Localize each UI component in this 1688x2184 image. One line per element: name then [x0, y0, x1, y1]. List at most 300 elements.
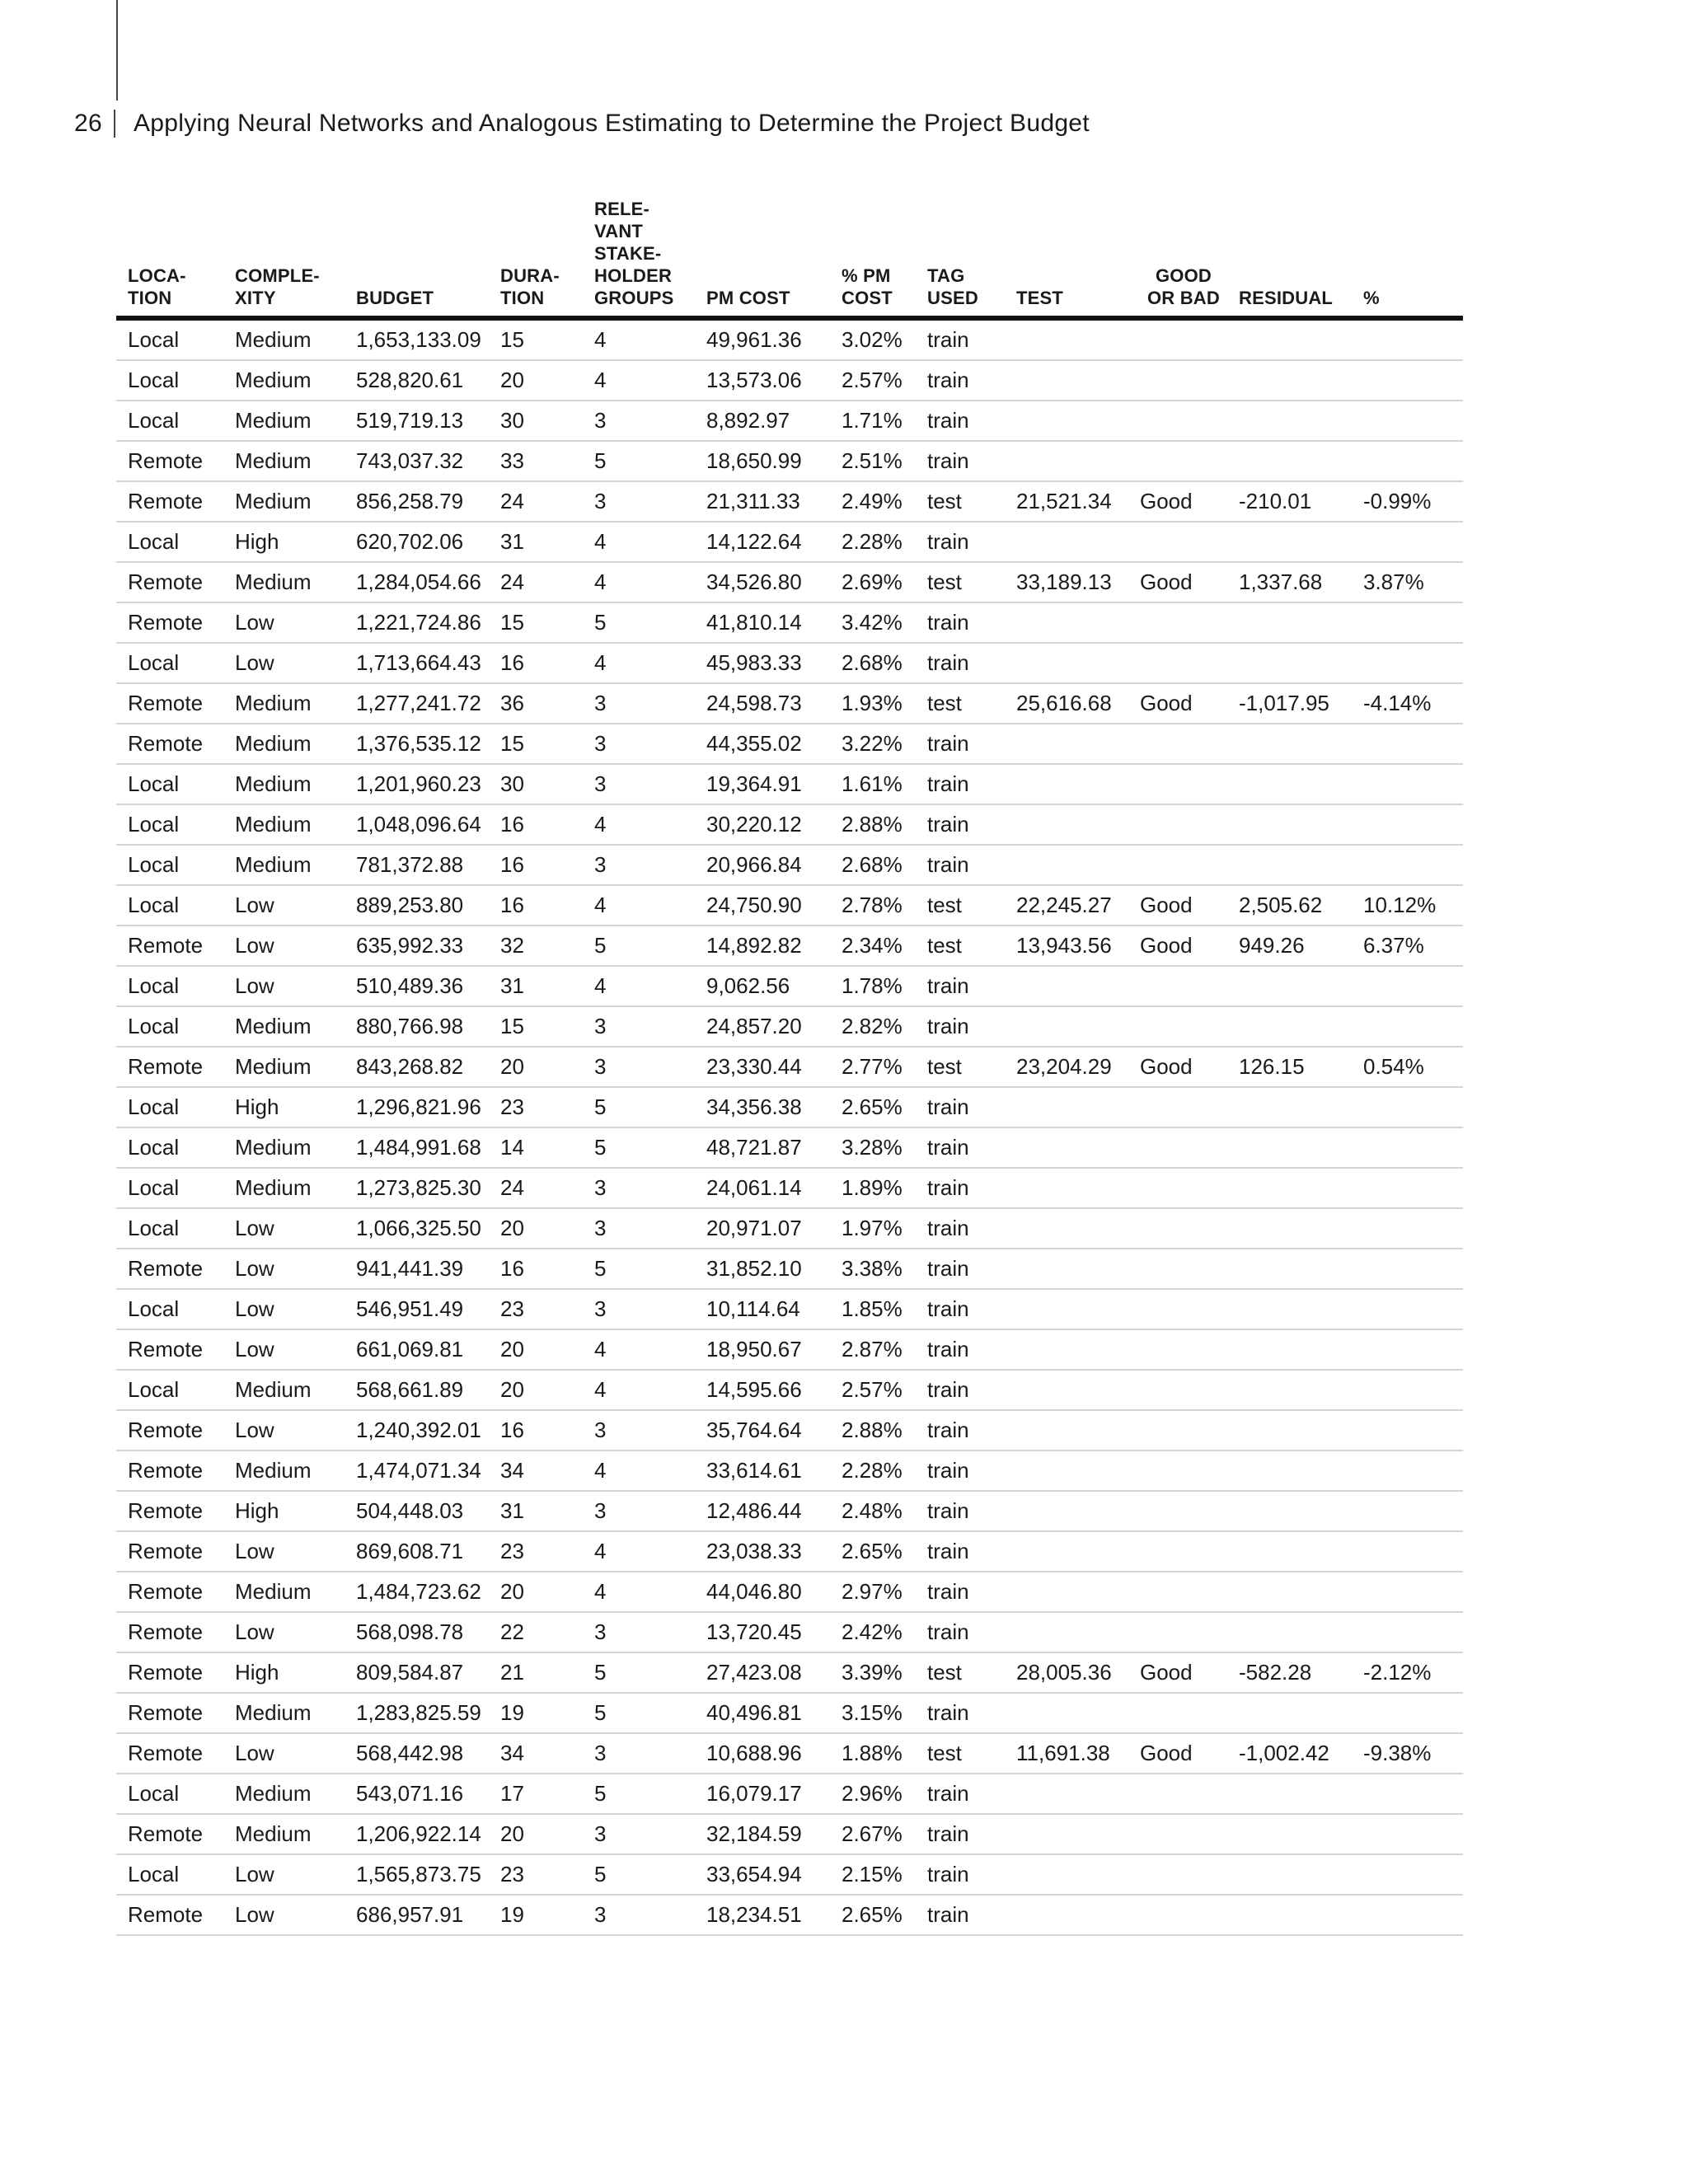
table-cell: Medium — [223, 401, 345, 441]
table-cell — [1005, 764, 1128, 804]
table-cell: 1,273,825.30 — [345, 1168, 489, 1208]
table-cell: 16 — [489, 1249, 583, 1289]
table-cell: 15 — [489, 1006, 583, 1047]
table-cell — [1128, 1249, 1227, 1289]
table-cell: -210.01 — [1227, 481, 1352, 522]
table-cell: train — [916, 1774, 1005, 1814]
table-cell: Local — [116, 1127, 223, 1168]
table-cell — [1005, 1249, 1128, 1289]
table-cell — [1352, 1693, 1463, 1733]
column-header: % PM COST — [830, 198, 916, 318]
table-cell: Good — [1128, 926, 1227, 966]
table-cell: 22 — [489, 1612, 583, 1652]
table-row — [116, 885, 1463, 926]
table-cell — [1352, 1774, 1463, 1814]
table-cell: 32,184.59 — [695, 1814, 830, 1854]
table-cell: 8,892.97 — [695, 401, 830, 441]
table-cell: 1,277,241.72 — [345, 683, 489, 724]
table-cell: train — [916, 966, 1005, 1006]
table-cell — [1128, 1895, 1227, 1935]
table-cell — [1005, 966, 1128, 1006]
table-cell — [1005, 724, 1128, 764]
table-cell: 3 — [583, 1733, 695, 1774]
table-cell: 44,355.02 — [695, 724, 830, 764]
table-row — [116, 1733, 1463, 1774]
table-cell — [1352, 1531, 1463, 1572]
table-cell: train — [916, 1451, 1005, 1491]
table-cell: 1,484,723.62 — [345, 1572, 489, 1612]
table-cell: 5 — [583, 602, 695, 643]
table-cell: train — [916, 522, 1005, 562]
table-cell — [1227, 1814, 1352, 1854]
table-cell: Local — [116, 1087, 223, 1127]
table-cell: 10,688.96 — [695, 1733, 830, 1774]
table-cell: 20 — [489, 1370, 583, 1410]
table-cell: train — [916, 1168, 1005, 1208]
table-cell: Local — [116, 845, 223, 885]
table-cell: 686,957.91 — [345, 1895, 489, 1935]
table-cell: 1,283,825.59 — [345, 1693, 489, 1733]
table-cell: 3 — [583, 1289, 695, 1329]
table-cell: train — [916, 1289, 1005, 1329]
margin-rule — [116, 0, 118, 101]
table-cell: High — [223, 522, 345, 562]
table-cell — [1005, 1612, 1128, 1652]
table-cell: 4 — [583, 966, 695, 1006]
table-cell: 2.34% — [830, 926, 916, 966]
table-cell — [1128, 1774, 1227, 1814]
table-cell: 889,253.80 — [345, 885, 489, 926]
table-cell: 1,565,873.75 — [345, 1854, 489, 1895]
table-row — [116, 1370, 1463, 1410]
table-cell: 16 — [489, 804, 583, 845]
table-cell: train — [916, 1854, 1005, 1895]
table-cell — [1128, 1208, 1227, 1249]
table-cell: Low — [223, 1289, 345, 1329]
table-cell: 36 — [489, 683, 583, 724]
table-cell: 5 — [583, 1693, 695, 1733]
table-cell: train — [916, 1572, 1005, 1612]
table-cell — [1227, 522, 1352, 562]
table-cell: 0.54% — [1352, 1047, 1463, 1087]
table-cell: 4 — [583, 804, 695, 845]
table-cell: Low — [223, 1410, 345, 1451]
table-cell — [1227, 441, 1352, 481]
table-cell: 528,820.61 — [345, 360, 489, 401]
table-row — [116, 1531, 1463, 1572]
table-cell — [1352, 1854, 1463, 1895]
table-cell: 16 — [489, 643, 583, 683]
table-cell: train — [916, 764, 1005, 804]
table-cell: 24 — [489, 1168, 583, 1208]
table-cell: 2.28% — [830, 522, 916, 562]
table-row — [116, 643, 1463, 683]
table-cell: 2.68% — [830, 845, 916, 885]
table-cell — [1352, 1006, 1463, 1047]
table-cell: 45,983.33 — [695, 643, 830, 683]
table-cell — [1352, 1127, 1463, 1168]
table-cell — [1005, 1289, 1128, 1329]
table-cell — [1128, 1329, 1227, 1370]
table-row — [116, 522, 1463, 562]
table-cell — [1352, 845, 1463, 885]
data-table-container — [116, 198, 1463, 1936]
table-cell: 1,066,325.50 — [345, 1208, 489, 1249]
table-row — [116, 1087, 1463, 1127]
table-cell: 781,372.88 — [345, 845, 489, 885]
table-cell: 2.82% — [830, 1006, 916, 1047]
table-cell: 31 — [489, 522, 583, 562]
table-cell: 504,448.03 — [345, 1491, 489, 1531]
column-header: RELE- VANT STAKE- HOLDER GROUPS — [583, 198, 695, 318]
table-cell — [1352, 522, 1463, 562]
table-cell: 3 — [583, 1410, 695, 1451]
table-cell: 1,653,133.09 — [345, 318, 489, 360]
table-cell: Medium — [223, 724, 345, 764]
table-cell: 21,521.34 — [1005, 481, 1128, 522]
table-cell: 843,268.82 — [345, 1047, 489, 1087]
table-cell — [1005, 1451, 1128, 1491]
table-cell — [1227, 1087, 1352, 1127]
table-cell: 3 — [583, 724, 695, 764]
table-cell: Remote — [116, 481, 223, 522]
table-cell — [1352, 764, 1463, 804]
table-cell: 33 — [489, 441, 583, 481]
table-cell — [1352, 1168, 1463, 1208]
table-cell — [1128, 845, 1227, 885]
column-header: COMPLE- XITY — [223, 198, 345, 318]
table-cell — [1128, 1168, 1227, 1208]
table-cell: train — [916, 1127, 1005, 1168]
table-cell: 19 — [489, 1693, 583, 1733]
table-cell: 2.51% — [830, 441, 916, 481]
table-body — [116, 318, 1463, 1935]
table-cell: Local — [116, 1006, 223, 1047]
table-cell: 24 — [489, 481, 583, 522]
table-cell: Remote — [116, 683, 223, 724]
table-cell: Remote — [116, 562, 223, 602]
table-cell — [1352, 602, 1463, 643]
table-cell: 3 — [583, 401, 695, 441]
table-cell: 23 — [489, 1531, 583, 1572]
table-cell: 1,474,071.34 — [345, 1451, 489, 1491]
table-cell — [1128, 1410, 1227, 1451]
table-cell: 1.78% — [830, 966, 916, 1006]
table-cell: 4 — [583, 1451, 695, 1491]
table-cell: 1.85% — [830, 1289, 916, 1329]
table-cell: 1.93% — [830, 683, 916, 724]
table-cell — [1227, 401, 1352, 441]
table-cell: 33,654.94 — [695, 1854, 830, 1895]
table-cell: 743,037.32 — [345, 441, 489, 481]
table-cell: 23,204.29 — [1005, 1047, 1128, 1087]
table-cell: 568,661.89 — [345, 1370, 489, 1410]
table-cell: Remote — [116, 1531, 223, 1572]
table-cell: 4 — [583, 1370, 695, 1410]
table-cell: 14 — [489, 1127, 583, 1168]
table-cell: 49,961.36 — [695, 318, 830, 360]
table-cell — [1128, 1491, 1227, 1531]
table-cell: 40,496.81 — [695, 1693, 830, 1733]
table-cell — [1352, 724, 1463, 764]
table-cell: 18,234.51 — [695, 1895, 830, 1935]
table-cell: train — [916, 724, 1005, 764]
table-cell: 23 — [489, 1289, 583, 1329]
column-header: LOCA- TION — [116, 198, 223, 318]
table-cell — [1227, 643, 1352, 683]
table-cell — [1352, 1329, 1463, 1370]
table-cell: Good — [1128, 481, 1227, 522]
table-cell: 44,046.80 — [695, 1572, 830, 1612]
table-cell: test — [916, 926, 1005, 966]
table-cell — [1352, 1410, 1463, 1451]
table-row — [116, 1127, 1463, 1168]
table-cell: Remote — [116, 1612, 223, 1652]
table-cell — [1128, 764, 1227, 804]
table-cell — [1128, 643, 1227, 683]
table-cell — [1352, 1451, 1463, 1491]
table-cell: 24,857.20 — [695, 1006, 830, 1047]
table-cell — [1005, 1572, 1128, 1612]
table-cell: Remote — [116, 1733, 223, 1774]
table-cell: 2.48% — [830, 1491, 916, 1531]
table-cell — [1128, 602, 1227, 643]
table-row — [116, 1047, 1463, 1087]
table-cell: Medium — [223, 1168, 345, 1208]
table-cell: 18,650.99 — [695, 441, 830, 481]
table-cell: train — [916, 1087, 1005, 1127]
table-cell: 2.65% — [830, 1895, 916, 1935]
table-cell: 3.42% — [830, 602, 916, 643]
column-header: GOOD OR BAD — [1128, 198, 1227, 318]
table-cell: Good — [1128, 885, 1227, 926]
table-cell: 3.28% — [830, 1127, 916, 1168]
table-cell: 2.78% — [830, 885, 916, 926]
table-cell: Local — [116, 1774, 223, 1814]
table-cell — [1227, 1208, 1352, 1249]
table-cell — [1005, 1774, 1128, 1814]
table-cell: 1,713,664.43 — [345, 643, 489, 683]
table-row — [116, 1693, 1463, 1733]
table-cell: train — [916, 845, 1005, 885]
table-cell: Local — [116, 1854, 223, 1895]
table-cell — [1227, 1895, 1352, 1935]
table-cell: Low — [223, 1733, 345, 1774]
table-row — [116, 1491, 1463, 1531]
table-cell: test — [916, 885, 1005, 926]
table-cell: 1,337.68 — [1227, 562, 1352, 602]
header-divider — [114, 110, 115, 138]
table-cell: 3 — [583, 481, 695, 522]
table-cell — [1005, 845, 1128, 885]
table-cell: 4 — [583, 522, 695, 562]
table-cell — [1227, 966, 1352, 1006]
table-cell: Good — [1128, 562, 1227, 602]
table-cell: -4.14% — [1352, 683, 1463, 724]
table-cell: 20 — [489, 1814, 583, 1854]
table-cell: Low — [223, 885, 345, 926]
table-cell — [1128, 1127, 1227, 1168]
table-cell: 1,048,096.64 — [345, 804, 489, 845]
table-cell — [1352, 1087, 1463, 1127]
table-cell: Local — [116, 1289, 223, 1329]
table-cell — [1005, 1814, 1128, 1854]
table-cell: 3 — [583, 845, 695, 885]
table-cell: 34 — [489, 1733, 583, 1774]
table-cell: 546,951.49 — [345, 1289, 489, 1329]
table-cell: Low — [223, 1249, 345, 1289]
page-number: 26 — [74, 110, 102, 137]
table-cell: Local — [116, 1370, 223, 1410]
table-cell: 5 — [583, 1854, 695, 1895]
table-cell: 4 — [583, 562, 695, 602]
table-cell: 3 — [583, 1895, 695, 1935]
table-cell: Low — [223, 966, 345, 1006]
table-cell: 2.65% — [830, 1531, 916, 1572]
table-cell — [1227, 1168, 1352, 1208]
table-cell: 2.68% — [830, 643, 916, 683]
table-cell: Local — [116, 643, 223, 683]
table-cell: 941,441.39 — [345, 1249, 489, 1289]
table-cell: Remote — [116, 1652, 223, 1693]
table-cell: High — [223, 1652, 345, 1693]
table-cell: 3 — [583, 1612, 695, 1652]
table-cell: 4 — [583, 1572, 695, 1612]
running-header — [74, 107, 1090, 140]
table-cell: Medium — [223, 1127, 345, 1168]
table-cell: Low — [223, 1208, 345, 1249]
table-cell: 1.61% — [830, 764, 916, 804]
table-cell — [1352, 441, 1463, 481]
table-cell: 31 — [489, 1491, 583, 1531]
table-cell: 3 — [583, 1047, 695, 1087]
table-cell: 661,069.81 — [345, 1329, 489, 1370]
table-cell: 2.96% — [830, 1774, 916, 1814]
table-cell: train — [916, 1814, 1005, 1854]
table-cell — [1005, 1854, 1128, 1895]
table-row — [116, 926, 1463, 966]
table-cell: train — [916, 360, 1005, 401]
table-row — [116, 1329, 1463, 1370]
table-cell: train — [916, 1895, 1005, 1935]
table-cell — [1227, 724, 1352, 764]
table-cell — [1128, 1572, 1227, 1612]
table-cell: Local — [116, 1208, 223, 1249]
table-cell — [1227, 1491, 1352, 1531]
table-cell: 10.12% — [1352, 885, 1463, 926]
table-cell: Remote — [116, 1693, 223, 1733]
table-cell: 30,220.12 — [695, 804, 830, 845]
table-cell: train — [916, 1006, 1005, 1047]
table-cell: 2.67% — [830, 1814, 916, 1854]
table-cell: Medium — [223, 481, 345, 522]
table-cell: 543,071.16 — [345, 1774, 489, 1814]
table-cell — [1128, 1693, 1227, 1733]
table-cell: 48,721.87 — [695, 1127, 830, 1168]
table-cell — [1352, 1612, 1463, 1652]
table-cell — [1005, 602, 1128, 643]
table-cell — [1352, 401, 1463, 441]
table-row — [116, 1854, 1463, 1895]
table-cell: Remote — [116, 1491, 223, 1531]
table-cell: 13,943.56 — [1005, 926, 1128, 966]
table-cell: 20,966.84 — [695, 845, 830, 885]
column-header: TAG USED — [916, 198, 1005, 318]
table-cell — [1352, 1208, 1463, 1249]
table-cell — [1227, 1451, 1352, 1491]
table-cell: 23,038.33 — [695, 1531, 830, 1572]
table-cell — [1352, 1289, 1463, 1329]
table-cell: Remote — [116, 926, 223, 966]
table-cell: 22,245.27 — [1005, 885, 1128, 926]
table-cell: Remote — [116, 1895, 223, 1935]
table-cell — [1005, 522, 1128, 562]
table-cell — [1352, 1895, 1463, 1935]
table-cell — [1005, 1208, 1128, 1249]
table-header-row — [116, 198, 1463, 318]
table-cell — [1352, 1814, 1463, 1854]
table-cell: Remote — [116, 441, 223, 481]
table-cell: 3.15% — [830, 1693, 916, 1733]
table-cell — [1227, 1410, 1352, 1451]
table-cell — [1005, 1693, 1128, 1733]
table-cell: test — [916, 1652, 1005, 1693]
table-row — [116, 1410, 1463, 1451]
table-cell: 34 — [489, 1451, 583, 1491]
table-cell: test — [916, 481, 1005, 522]
table-cell: Low — [223, 1612, 345, 1652]
table-cell: 3 — [583, 1208, 695, 1249]
table-cell — [1005, 318, 1128, 360]
table-cell — [1005, 1491, 1128, 1531]
table-cell: 21 — [489, 1652, 583, 1693]
table-cell: 14,122.64 — [695, 522, 830, 562]
table-cell: Remote — [116, 1814, 223, 1854]
table-cell: 18,950.67 — [695, 1329, 830, 1370]
table-row — [116, 1289, 1463, 1329]
table-cell — [1128, 1087, 1227, 1127]
table-cell: train — [916, 1370, 1005, 1410]
table-row — [116, 724, 1463, 764]
table-cell — [1227, 1612, 1352, 1652]
table-cell: Low — [223, 926, 345, 966]
table-cell: 1.88% — [830, 1733, 916, 1774]
table-cell: 33,189.13 — [1005, 562, 1128, 602]
table-cell — [1227, 1693, 1352, 1733]
column-header: TEST — [1005, 198, 1128, 318]
table-cell: 19,364.91 — [695, 764, 830, 804]
table-cell: 24 — [489, 562, 583, 602]
column-header: PM COST — [695, 198, 830, 318]
table-cell: 11,691.38 — [1005, 1733, 1128, 1774]
table-row — [116, 1451, 1463, 1491]
table-row — [116, 602, 1463, 643]
table-cell: test — [916, 562, 1005, 602]
table-cell: 14,595.66 — [695, 1370, 830, 1410]
table-cell — [1005, 1006, 1128, 1047]
table-row — [116, 481, 1463, 522]
table-cell: 13,720.45 — [695, 1612, 830, 1652]
table-cell — [1352, 804, 1463, 845]
table-cell — [1352, 318, 1463, 360]
table-cell: 4 — [583, 643, 695, 683]
table-cell: 24,750.90 — [695, 885, 830, 926]
table-cell — [1128, 966, 1227, 1006]
table-cell: 3 — [583, 1814, 695, 1854]
table-cell — [1227, 845, 1352, 885]
table-cell: 3 — [583, 764, 695, 804]
table-cell — [1227, 1854, 1352, 1895]
